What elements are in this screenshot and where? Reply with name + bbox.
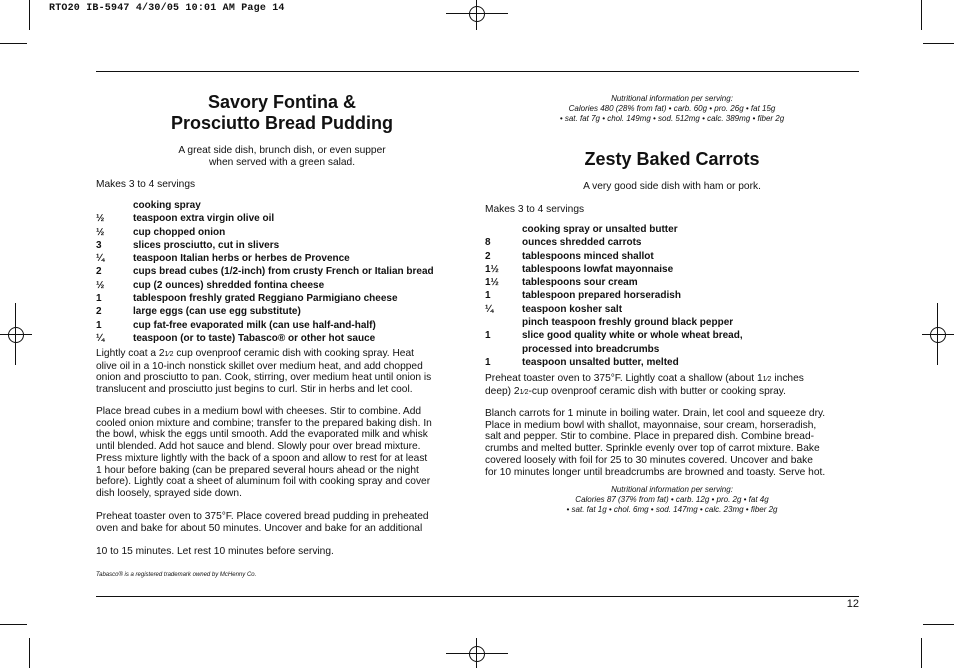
ingredient-row: 2 tablespoons minced shallot — [485, 250, 654, 262]
method-paragraph-1: Lightly coat a 21⁄2 cup ovenproof ceramic dish with cooking spray. Heat olive oil in a 10-inch nonstick skillet over medium heat, and add chopped onion and prosciutto to pan. Cook, stirring, over medium heat until onion is translucent and prosciutto just begins to curl. Stir in herbs and let cool. — [96, 348, 432, 396]
top-rule — [96, 71, 859, 72]
method-paragraph-2: Place bread cubes in a medium bowl with cheeses. Stir to combine. Add cooled onion mixture and combine; transfer to the prepared baking dish. In the bowl, whisk the eggs until smooth. Add the evaporated milk and whisk until blended. Add hot sauce and blend. Slowly pour over bread mixture. Press mixture lightly with the back of a spoon and allow to rest for at least 1 hour before baking (can be prepared several hours ahead or the night before). Lightly coat a sheet of aluminum foil with cooking spray and cover dish loosely, sprayed side down. — [96, 406, 432, 499]
ingredient-row: 1 slice good quality white or whole wheat bread, — [485, 330, 743, 342]
bottom-rule — [96, 596, 859, 597]
method-paragraph-right-2: Blanch carrots for 1 minute in boiling water. Drain, let cool and squeeze dry. Place in medium bowl with shallot, mayonnaise, sour cream, horseradish, salt and pepper. Stir to combine. Place in prepared dish. Combine bread- crumbs and melted butter. Sprinkle evenly over top of carrot mixture. Bake covered loosely with foil for 25 to 30 minutes covered. Uncover and bake for 10 minutes longer until breadcrumbs are browned and toasty. Serve hot. — [485, 408, 826, 478]
ingredient-row: ¼ teaspoon (or to taste) Tabasco® or other hot sauce — [96, 332, 376, 344]
crop-mark — [29, 0, 30, 30]
ingredient-row: cooking spray — [133, 200, 201, 211]
method-paragraph-4: 10 to 15 minutes. Let rest 10 minutes before serving. — [96, 546, 334, 557]
ingredient-row: 2 large eggs (can use egg substitute) — [96, 306, 301, 318]
ingredient-row: 1½ tablespoons sour cream — [485, 277, 638, 289]
page-number: 12 — [846, 598, 859, 610]
registration-mark-left — [0, 303, 32, 365]
ingredient-row: 1 teaspoon unsalted butter, melted — [485, 356, 679, 368]
method-paragraph-right-1: Preheat toaster oven to 375°F. Lightly coat a shallow (about 11⁄2 inches deep) 21⁄2-cup ovenproof ceramic dish with butter or cooking spray. — [485, 373, 804, 397]
crop-mark — [923, 624, 954, 625]
ingredient-row: ¼ teaspoon Italian herbs or herbes de Provence — [96, 253, 350, 265]
crop-mark — [921, 0, 922, 30]
crop-mark — [0, 43, 27, 44]
ingredient-row: cooking spray or unsalted butter — [522, 224, 678, 235]
ingredient-row: pinch teaspoon freshly ground black pepper — [522, 317, 734, 329]
servings-right: Makes 3 to 4 servings — [485, 204, 585, 215]
registration-mark-top — [446, 0, 508, 32]
crop-mark — [0, 624, 27, 625]
ingredient-row: ¼ teaspoon kosher salt — [485, 303, 623, 315]
ingredient-row: 1½ tablespoons lowfat mayonnaise — [485, 263, 674, 275]
crop-mark — [29, 638, 30, 668]
print-slug: RTO20 IB-5947 4/30/05 10:01 AM Page 14 — [49, 3, 285, 14]
ingredient-row: 1 cup fat-free evaporated milk (can use half-and-half) — [96, 319, 376, 331]
ingredient-list-right — [485, 223, 859, 369]
recipe-title-right: Zesty Baked Carrots — [584, 149, 760, 169]
crop-mark — [923, 43, 954, 44]
ingredient-row: 3 slices prosciutto, cut in slivers — [96, 239, 280, 251]
ingredient-row: 1 tablespoon freshly grated Reggiano Parmigiano cheese — [96, 293, 398, 305]
ingredient-row: 8 ounces shredded carrots — [485, 237, 642, 249]
ingredient-row: processed into breadcrumbs — [522, 343, 660, 355]
nutrition-info-bottom: Nutritional information per serving: Calories 87 (37% from fat) • carb. 12g • pro. 2g • fat 4g • sat. fat 1g • chol. 6mg • sod. 147mg • calc. 23mg • fiber 2g — [566, 485, 778, 515]
method-paragraph-3: Preheat toaster oven to 375°F. Place covered bread pudding in preheated oven and bake for about 50 minutes. Uncover and bake for an additional — [96, 511, 429, 534]
ingredient-row: ½ cup (2 ounces) shredded fontina cheese — [96, 279, 325, 291]
ingredient-row: 2 cups bread cubes (1/2-inch) from crusty French or Italian bread — [96, 266, 434, 278]
trademark-note: Tabasco® is a registered trademark owned by McHenny Co. — [96, 572, 257, 578]
ingredient-row: ½ teaspoon extra virgin olive oil — [96, 213, 275, 225]
ingredient-list-left — [96, 199, 468, 345]
registration-mark-right — [922, 303, 954, 365]
recipe-title-left: Savory Fontina & Prosciutto Bread Pudding — [170, 92, 393, 133]
crop-mark — [921, 638, 922, 668]
servings-left: Makes 3 to 4 servings — [96, 179, 196, 190]
nutrition-info-top: Nutritional information per serving: Calories 480 (28% from fat) • carb. 60g • pro. 26g • fat 15g • sat. fat 7g • chol. 149mg • sod. 512mg • calc. 389mg • fiber 2g — [559, 94, 785, 124]
recipe-subtitle-left: A great side dish, brunch dish, or even supper when served with a green salad. — [178, 145, 386, 168]
ingredient-row: ½ cup chopped onion — [96, 226, 226, 238]
recipe-subtitle-right: A very good side dish with ham or pork. — [583, 181, 761, 192]
registration-mark-bottom — [446, 636, 508, 668]
ingredient-row: 1 tablespoon prepared horseradish — [485, 290, 681, 302]
